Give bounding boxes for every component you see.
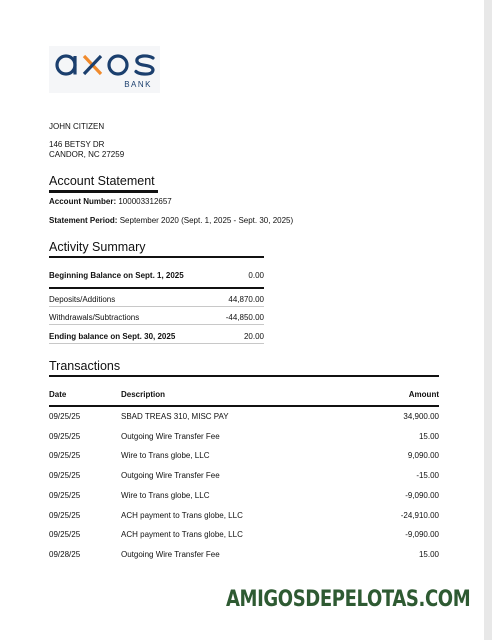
transaction-amount: -9,090.00: [405, 491, 439, 500]
activity-summary-heading: Activity Summary: [49, 240, 146, 254]
summary-divider: [49, 324, 264, 325]
summary-divider: [49, 306, 264, 307]
transaction-amount: -9,090.00: [405, 530, 439, 539]
transaction-description: SBAD TREAS 310, MISC PAY: [121, 412, 229, 421]
column-header-description: Description: [121, 390, 166, 399]
heading-underline: [49, 190, 158, 193]
statement-period-label: Statement Period:: [49, 216, 118, 225]
transaction-date: 09/25/25: [49, 530, 81, 539]
account-number-label: Account Number:: [49, 197, 117, 206]
summary-value: -44,850.00: [225, 313, 264, 322]
transaction-date: 09/28/25: [49, 550, 81, 559]
summary-divider: [49, 343, 264, 344]
transaction-amount: 9,090.00: [407, 451, 439, 460]
summary-rule: [49, 287, 264, 289]
customer-name: JOHN CITIZEN: [49, 122, 105, 131]
axos-wordmark-icon: [49, 46, 160, 80]
transaction-description: Wire to Trans globe, LLC: [121, 491, 210, 500]
transaction-description: Outgoing Wire Transfer Fee: [121, 432, 220, 441]
transaction-date: 09/25/25: [49, 451, 81, 460]
transaction-description: Outgoing Wire Transfer Fee: [121, 550, 220, 559]
transaction-description: ACH payment to Trans globe, LLC: [121, 530, 243, 539]
summary-label: Beginning Balance on Sept. 1, 2025: [49, 271, 184, 280]
statement-period: [49, 216, 293, 225]
summary-value: 44,870.00: [228, 295, 264, 304]
transaction-amount: -15.00: [416, 471, 439, 480]
transaction-date: 09/25/25: [49, 432, 81, 441]
account-number-value: 100003312657: [118, 197, 172, 206]
watermark: AMIGOSDEPELOTAS.COM: [226, 587, 471, 612]
transaction-amount: 15.00: [418, 550, 439, 559]
transactions-heading: Transactions: [49, 359, 121, 373]
transaction-date: 09/25/25: [49, 471, 81, 480]
customer-address-line2: CANDOR, NC 27259: [49, 150, 125, 159]
transaction-date: 09/25/25: [49, 511, 81, 520]
account-number: [49, 197, 172, 206]
transactions-top-rule: [49, 375, 439, 377]
transactions-header-rule: [49, 405, 439, 407]
transaction-amount: 34,900.00: [403, 412, 439, 421]
transaction-description: Outgoing Wire Transfer Fee: [121, 471, 220, 480]
summary-label: Withdrawals/Subtractions: [49, 313, 140, 322]
account-statement-heading: Account Statement: [49, 174, 155, 188]
column-header-amount: Amount: [408, 390, 439, 399]
page-edge: [484, 0, 492, 640]
logo-bank-text: BANK: [124, 80, 152, 89]
summary-top-rule: [49, 256, 264, 258]
summary-label: Ending balance on Sept. 30, 2025: [49, 332, 176, 341]
summary-label: Deposits/Additions: [49, 295, 116, 304]
transaction-description: ACH payment to Trans globe, LLC: [121, 511, 243, 520]
customer-address-line1: 146 BETSY DR: [49, 140, 105, 149]
axos-bank-logo: [49, 46, 160, 93]
column-header-date: Date: [49, 390, 67, 399]
statement-period-value: September 2020 (Sept. 1, 2025 - Sept. 30, 2025): [119, 216, 294, 225]
transaction-amount: -24,910.00: [400, 511, 439, 520]
summary-value: 0.00: [248, 271, 264, 280]
transaction-description: Wire to Trans globe, LLC: [121, 451, 210, 460]
summary-value: 20.00: [243, 332, 264, 341]
transaction-amount: 15.00: [418, 432, 439, 441]
transaction-date: 09/25/25: [49, 412, 81, 421]
transaction-date: 09/25/25: [49, 491, 81, 500]
